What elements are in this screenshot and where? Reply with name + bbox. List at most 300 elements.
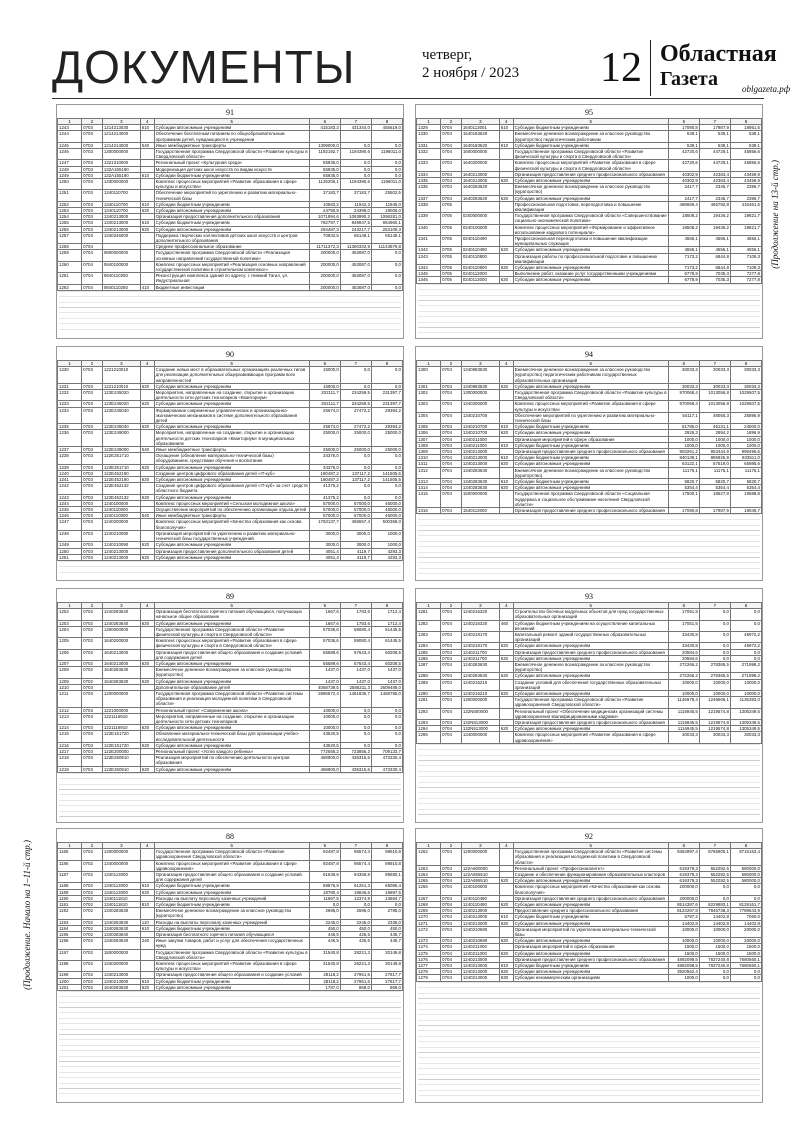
table-cell: 0,0 [340,142,371,148]
table-cell: 1240218170 [461,643,499,649]
table-cell: 272266,2 [668,662,699,673]
table-row [417,975,762,981]
table-cell: 1340200000 [102,961,140,972]
table-cell: 620 [140,401,154,407]
table-cell: 42720,6 [668,149,699,160]
table-cell: 57519,0 [699,461,730,467]
table-cell [140,691,154,708]
table-header-cell: 8 [730,843,761,849]
table-cell: 1201 [58,984,82,990]
table-cell: 34376,0 [309,453,340,464]
table-cell: Организация мероприятий по укреплению и развитию материально-технической базы государственных учреждений [154,530,309,541]
table-cell [371,131,402,142]
table-continuation-lines [418,514,760,575]
table-cell: 1000,0 [699,442,730,448]
table-cell [140,649,154,660]
table-cell: 0703 [82,725,103,731]
table-cell: 31540,8 [309,949,340,960]
table-cell: Субсидии автономным учреждениям [154,477,309,483]
table-cell: 7789543,9 [730,908,761,914]
table-cell: 540 [140,513,154,519]
table-cell: 25000,0 [309,447,340,453]
table-cell [140,131,154,142]
table-cell: 0,0 [699,620,730,631]
table-cell: 7035,3 [699,277,730,283]
table-cell: 10000,0 [668,679,699,690]
table-cell [140,908,154,919]
table-cell: 18006,0 [371,208,402,214]
table-cell: Субсидии автономным учреждениям [513,247,668,253]
table-cell: 0,0 [371,707,402,713]
table-cell: Субсидии бюджетным учреждениям [154,201,309,207]
table-cell: Государственная программа Свердловской области «Развитие физической культуры и спорта в Свердловской области» [513,149,668,160]
table-cell: 41375,2 [309,483,340,494]
table-cell: 415183,3 [309,125,340,131]
table-cell: 27617,7 [371,978,402,984]
table-cell: 29394,2 [371,424,402,430]
table-header-cell: 7 [340,843,371,849]
table-cell: 1240283630 [461,662,499,673]
table-cell: 1013056,8 [699,401,730,412]
table-cell: 30033,3 [730,732,761,743]
table-cell: 1437,0 [340,667,371,678]
table-cell: 1240283630 [461,673,499,679]
table-cell: 55935,0 [309,172,340,178]
table-cell: Региональный проект «Культурная среда» [154,160,309,166]
table-cell: Обеспечение мероприятий по укреплению и развитию материально-технической базы [513,412,668,423]
table-cell: 25000,0 [371,430,402,447]
table-cell: 202111,7 [309,401,340,407]
table-header-cell: 6 [309,843,340,849]
table-cell: 772555,2 [309,749,340,755]
table-cell: 5820,7 [730,479,761,485]
table-cell: 0240113000 [461,277,499,283]
table-cell: Субсидии автономным учреждениям [513,673,668,679]
table-cell: Организация предоставления дополнительного образования детей [154,548,309,554]
table-row [58,453,403,464]
table-cell: 10000,0 [309,707,340,713]
table-cell: 620 [499,691,513,697]
table-cell: 1196 [58,938,82,949]
table-cell: 1437,0 [309,667,340,678]
table-cell: Создание условий для обеспечения государственных образовательных организаций [513,679,668,690]
table-cell: 0,0 [699,975,730,981]
table-cell: Субсидии автономным учреждениям [513,691,668,697]
table-cell: 122E251710 [102,464,140,470]
table-cell: Субсидии бюджетным учреждениям [513,442,668,448]
table-cell: Поддержка творческих коллективов детских школ искусств и центров дополнительного образования [154,232,309,243]
table-cell: 0704 [441,401,462,412]
table-cell: 1292 [417,708,441,719]
table-cell: Субсидии автономным учреждениям [154,464,309,470]
table-cell: 1640200000 [102,638,140,649]
table-cell: 1282 [417,620,441,631]
table-cell [140,713,154,724]
table-cell: 0704 [441,938,462,944]
table-cell: 0840110250 [102,284,140,290]
table-cell: 4556,1 [668,247,699,253]
table-cell: 1240110000 [102,507,140,513]
table-cell: 840139,1 [668,455,699,461]
table-cell: 610 [499,963,513,969]
table-cell: 30033,3 [699,732,730,743]
table-cell: 0200000000 [461,213,499,224]
table-cell: 1231 [58,383,82,389]
table-cell: Субсидии автономным учреждениям [154,620,309,626]
table-cell: 61445,5 [371,638,402,649]
table-cell: 0704 [82,261,103,272]
table-cell: 1221116910 [102,725,140,731]
table-cell: 200000,0 [668,884,699,895]
table-cell: 92487,8 [309,849,340,860]
table-cell: Реализация мероприятий по обеспечению деятельности центров образования [154,755,309,766]
table-cell: 4068739,5 [309,684,340,690]
table-row [58,179,403,190]
table-header-cell: 6 [309,361,340,367]
table-row [417,908,762,914]
table-cell: 0,0 [371,172,402,178]
table-cell: 2245,0 [309,919,340,925]
table-cell: 7109,3 [730,265,761,271]
table-cell: Организация предоставления общего образования и создание условий для содержания детей [154,649,309,660]
table-cell: 1273 [417,938,441,944]
table-cell: 1029507,5 [730,390,761,401]
table-cell [499,632,513,643]
table-cell: 619379,3 [668,872,699,878]
table-row [58,554,403,560]
table-cell: 1340283630 [102,919,140,925]
table-cell: 42383,4 [699,178,730,184]
table-cell: 0,0 [371,142,402,148]
table-cell: Субсидии автономным учреждениям [513,938,668,944]
table-cell: 1251 [58,554,82,560]
table-cell: 1250 [58,179,82,190]
table-cell: 445,7 [371,932,402,938]
table-cell: 57000,0 [340,507,371,513]
table-cell: 2345,7 [699,184,730,195]
table-cell: Создание новых мест в образовательных организациях различных типов для реализации дополнительных общеразвивающих программ всех направленностей [154,367,309,384]
table-cell [140,483,154,494]
table-cell: Субсидии автономным учреждениям [513,430,668,436]
table-cell: 0704 [441,436,462,442]
table-cell: 1295 [417,732,441,743]
table-cell: 0705 [441,253,462,264]
table-cell [140,638,154,649]
table-cell: 60208,5 [371,661,402,667]
table-cell: 122E452132 [102,494,140,500]
table-cell: Государственная программа Свердловской области «Социальная поддержка и социальное обслуживание населения Свердловской области» [513,491,668,508]
table-cell: 0703 [82,214,103,220]
table-cell: 27951,6 [340,972,371,978]
table-cell: 1240213000 [102,554,140,560]
table-cell: 1146678,4 [668,697,699,708]
table-cell: Субсидии автономным учреждениям [513,878,668,884]
table-cell: 10000,0 [699,938,730,944]
table-cell: 1240211700 [461,649,499,655]
table-cell: 0704 [441,609,462,620]
table-cell: 1310 [417,455,441,461]
table-cell: 1500000000 [102,949,140,960]
table-cell: Обновление материально-технической базы для организации учебно-исследовательской деятельности [154,731,309,742]
table-cell: 1193 [58,919,82,925]
table-cell: 0704 [441,195,462,201]
table-cell: 1340213000 [102,972,140,978]
table-cell: 41375,2 [309,494,340,500]
table-cell: 0703 [82,208,103,214]
table-row [58,273,403,284]
table-cell: Региональный проект «Обеспечение медицинских организаций системы здравоохранения квалифицированными кадрами» [513,708,668,719]
table-cell: 1300000000 [102,626,140,637]
panel-page-number: 89 [226,592,234,601]
table-cell: 1219574,8 [699,726,730,732]
table-cell: 469900,0 [309,766,340,772]
table-cell: 0704 [441,367,462,384]
table-cell: 450,0 [309,925,340,931]
table-cell: 25000,0 [340,430,371,447]
table-cell: 0,0 [371,166,402,172]
table-cell: 1243 [58,494,82,500]
table-cell: Субсидии бюджетным учреждениям [513,424,668,430]
table-cell: 1240211000 [461,950,499,956]
table-cell: 1221210010 [102,383,140,389]
table-header-cell: 6 [668,603,699,609]
table-cell: 1301 [417,383,441,389]
table-cell: 11942,3 [340,201,371,207]
table-cell: 7845738,3 [699,908,730,914]
table-cell: 11143879,8 [371,244,402,250]
table-cell: 580000,0 [730,872,761,878]
table-cell: 19436,2 [699,224,730,235]
table-cell: 445,7 [371,938,402,949]
table-cell: 7173,2 [668,253,699,264]
table-cell: 1540183620 [461,142,499,148]
table-cell: Субсидии бюджетным учреждениям [154,978,309,984]
table-cell: Организация предоставления общего образования и создание условий для содержания детей [154,872,309,883]
table-cell: 1640213000 [461,178,499,184]
table-cell [140,250,154,261]
table-cell: 122E245040 [102,424,140,430]
table-row [417,956,762,962]
table-cell: 849947,5 [340,220,371,226]
table-cell: 240 [140,938,154,949]
table-cell: Ежемесячное денежное вознаграждение за классное руководство (кураторство) педагогическим работникам государственных образовательных организаций [513,367,668,384]
table-cell: 1235 [58,424,82,430]
table-cell [140,609,154,620]
budget-table [57,842,403,991]
table-cell: 1135383,0 [730,697,761,708]
table-cell: 0704 [441,620,462,631]
table-cell: 0702 [82,949,103,960]
table-cell: 272266,2 [668,673,699,679]
table-cell: 1437,0 [309,678,340,684]
table-cell: Организация бесплатного горячего питания обучающихся, получающих начальное общее образование [154,609,309,620]
table-cell: 2894,2 [699,430,730,436]
table-cell: 45972,2 [730,632,761,643]
table-row [417,697,762,708]
table-cell: 0705 [441,247,462,253]
table-cell: 1279 [417,975,441,981]
table-cell: 1238 [58,453,82,464]
table-cell: 1208 [58,667,82,678]
table-cell: 1116945,5 [668,726,699,732]
table-cell: 1340283630 [461,467,499,478]
table-cell: 1186 [58,860,82,871]
table-cell: 453087,0 [340,284,371,290]
table-cell: 0702 [82,902,103,908]
table-cell: 0703 [82,494,103,500]
table-cell: 1667,6 [309,620,340,626]
table-cell: 0703 [82,220,103,226]
table-header-cell: 7 [699,119,730,125]
table-cell: 0,0 [371,250,402,261]
table-cell: 0,0 [699,655,730,661]
table-cell [499,491,513,508]
table-cell: 30033,3 [668,732,699,743]
table-cell: 57036,6 [309,638,340,649]
table-cell: 57000,0 [340,513,371,519]
table-cell: 0703 [82,477,103,483]
table-cell: Субсидии бюджетным учреждениям [513,125,668,131]
table-cell: 1125206,1 [309,179,340,190]
table-cell: Комплекс процессных мероприятий «Развитие образования в сфере культуры и искусства» [154,961,309,972]
table-cell: 0702 [82,908,103,919]
table-cell: 1182192,7 [309,149,340,160]
table-cell: 0,0 [730,895,761,901]
table-cell: 8229883,1 [699,902,730,908]
table-cell: 0702 [82,889,103,895]
table-cell: 1240216210 [461,691,499,697]
doc-page-panel [415,346,763,581]
table-row [417,609,762,620]
table-row [417,149,762,160]
table-cell: 42720,6 [668,160,699,171]
table-cell: Государственная программа Свердловской области «Развитие системы образования и реализация молодежной политики в Свердловской области» [154,691,309,708]
table-cell [499,131,513,142]
table-cell: 540 [140,142,154,148]
table-cell: 953444,9 [699,449,730,455]
table-cell: 7277,8 [730,271,761,277]
table-cell: 95574,4 [340,860,371,871]
table-header-cell: 3 [461,119,499,125]
table-continuation-lines [418,284,760,333]
table-cell: Строительство блочных модульных объектов для нужд государственных образовательных организаций [513,609,668,620]
table-cell: 620 [499,247,513,253]
table-cell: 11175,1 [699,467,730,478]
table-row [58,667,403,678]
table-cell: 0702 [82,972,103,978]
table-cell: 57000,0 [309,507,340,513]
table-cell: Организация мероприятий в сфере образования [513,944,668,950]
table-header-cell: 1 [58,119,82,125]
table-cell: 0,0 [340,166,371,172]
table-cell: 1197 [58,949,82,960]
table-cell: 4556,1 [699,247,730,253]
table-cell: 17090,8 [668,125,699,131]
table-cell: 0704 [441,662,462,673]
table-cell: 2609488,0 [371,684,402,690]
table-cell: 6844,8 [699,253,730,264]
table-cell: 0704 [441,412,462,423]
table-cell: Комплекс процессных мероприятий «Сельская молодежная школа» [154,500,309,506]
table-cell: 122E249000 [102,430,140,447]
table-cell: 933511,0 [730,455,761,461]
table-cell: 98910,8 [371,860,402,871]
table-cell: 4293,3 [371,554,402,560]
table-cell: Организация предоставления среднего профессионального образования [513,171,668,177]
table-cell: Субсидии автономным учреждениям [154,383,309,389]
table-cell: 1302 [417,390,441,401]
table-cell: 1240200000 [102,519,140,530]
table-cell: 1200 [58,978,82,984]
table-cell: Комплекс процессных мероприятий «Развитие образования в сфере физической культуры и спорта в Свердловской области» [154,638,309,649]
table-cell: 17500,1 [668,491,699,508]
table-cell: Организация предоставления среднего профессионального образования [513,895,668,901]
table-header-cell: 2 [82,119,103,125]
table-cell: 122E245020 [102,401,140,407]
table-header-cell: 5 [154,603,309,609]
table-cell: 0703 [82,548,103,554]
table-cell: 1640283630 [102,984,140,990]
table-cell: Комплекс процессных мероприятий «Развитие образования в сфере культуры и искусства» [513,401,668,412]
table-cell: 0,0 [371,731,402,742]
table-row [417,726,762,732]
table-cell: 1098281,0 [371,214,402,220]
table-cell: 122E251710 [102,453,140,464]
table-cell: 0840100000 [102,261,140,272]
table-header-cell: 7 [340,361,371,367]
table-cell: 610 [140,201,154,207]
table-cell: 0704 [441,969,462,975]
table-cell: 1210 [58,684,82,690]
table-cell: 1640283620 [461,184,499,195]
table-cell: 0702 [82,626,103,637]
table-cell: 1300000000 [102,849,140,860]
table-cell: 14402,8 [699,914,730,920]
table-cell: 469900,0 [309,755,340,766]
masthead-divider [650,40,651,96]
table-cell: 0240110490 [461,236,499,247]
table-header-cell: 2 [82,361,103,367]
table-cell: 2695,0 [340,908,371,919]
table-cell: 1200000000 [461,849,499,866]
table-cell: Создание центров цифрового образования детей «IT-куб» за счет средств областного бюджета [155,483,308,494]
table-cell: 1340110700 [102,208,140,214]
table-cell: 1240213000 [102,548,140,554]
table-cell: 3000,0 [340,530,371,541]
table-cell: 6844,8 [699,265,730,271]
doc-page-panel [56,104,404,339]
table-cell: 200000,0 [309,273,340,284]
issue-date-text: 2 ноября / 2023 [422,65,520,81]
table-cell: 0240110490 [461,247,499,253]
table-cell: 1000,0 [730,442,761,448]
budget-table [416,360,762,514]
table-cell: 1340211000 [461,442,499,448]
table-cell: Субсидии автономным учреждениям [513,950,668,956]
table-cell: 271998,2 [730,662,761,673]
table-cell: Региональный проект «Профессионалитет» [513,865,668,871]
table-cell: 0704 [441,849,462,866]
table-cell: 0703 [82,172,103,178]
table-cell: 10000,0 [668,938,699,944]
table-cell: 0703 [82,201,103,207]
table-row [58,190,403,201]
table-cell: Выполнение работ, оказание услуг государственными учреждениями [513,271,668,277]
table-cell: 4556,1 [730,236,761,247]
table-cell: 1281 [417,609,441,620]
table-cell: 59080,4 [340,626,371,637]
table-row [417,849,762,866]
